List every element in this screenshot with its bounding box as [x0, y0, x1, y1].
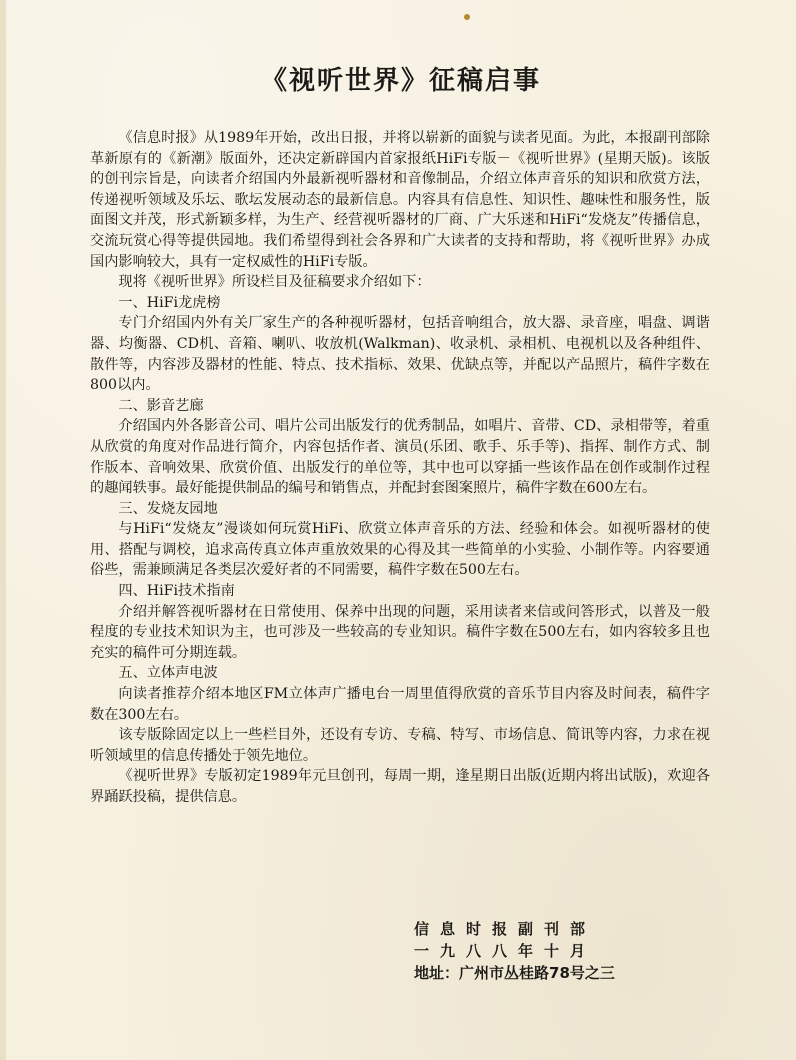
section-body: 与HiFi“发烧友”漫谈如何玩赏HiFi、欣赏立体声音乐的方法、经验和体会。如视听器材的使用、搭配与调校，追求高传真立体声重放效果的心得及其一些简单的小实验、小制作等。内容要通俗些，需兼顾满足各类层次爱好者的不同需要，稿件字数在500左右。: [90, 521, 710, 579]
closing-paragraph: 《视听世界》专版初定1989年元旦创刊，每周一期，逢星期日出版(近期内将出试版)，欢迎各界踊跃投稿，提供信息。: [90, 768, 710, 805]
ink-speck: [464, 14, 470, 20]
closing-paragraph: 该专版除固定以上一些栏目外，还设有专访、专稿、特写、市场信息、简讯等内容，力求在视听领域里的信息传播处于领先地位。: [90, 727, 710, 764]
section-heading: 一、HiFi龙虎榜: [118, 294, 221, 311]
section-body: 介绍国内外各影音公司、唱片公司出版发行的优秀制品，如唱片、音带、CD、录相带等，着重从欣赏的角度对作品进行简介，内容包括作者、演员(乐团、歌手、乐手等)、指挥、制作方式、制作版本、音响效果、欣赏价值、出版发行的单位等，其中也可以穿插一些该作品在创作或制作过程的趣闻轶事。最好能提供制品的编号和销售点，并配封套图案照片，稿件字数在600左右。: [90, 418, 710, 497]
section-body: 向读者推荐介绍本地区FM立体声广播电台一周里值得欣赏的音乐节目内容及时间表，稿件字数在300左右。: [90, 686, 710, 723]
section-heading: 二、影音艺廊: [118, 397, 204, 414]
document-body: [90, 128, 710, 808]
lead-paragraph: 现将《视听世界》所设栏目及征稿要求介绍如下：: [118, 274, 431, 291]
section-heading: 五、立体声电波: [118, 665, 218, 682]
signature-date: 一九八八年十月: [414, 942, 597, 960]
document-title: 《视听世界》征稿启事: [260, 66, 541, 96]
section-body: 介绍并解答视听器材在日常使用、保养中出现的问题，采用读者来信或问答形式，以普及一般程度的专业技术知识为主，也可涉及一些较高的专业知识。稿件字数在500左右，如内容较多且也充实的稿件可分期连载。: [90, 603, 710, 661]
section-body: 专门介绍国内外有关厂家生产的各种视听器材，包括音响组合，放大器、录音座，唱盘、调谐器、均衡器、CD机、音箱、喇叭、收放机(Walkman)、收录机、录相机、电视机以及各种组件、散件等，内容涉及器材的性能、特点、技术指标、效果、优缺点等，并配以产品照片，稿件字数在800以内。: [90, 315, 710, 394]
section-heading: 三、发烧友园地: [118, 500, 218, 517]
section-heading: 四、HiFi技术指南: [118, 583, 235, 600]
intro-paragraph: 《信息时报》从1989年开始，改出日报，并将以崭新的面貌与读者见面。为此，本报副刊部除革新原有的《新潮》版面外，还决定新辟国内首家报纸HiFi专版－《视听世界》(星期天版)。该版的创刊宗旨是，向读者介绍国内外最新视听器材和音像制品，介绍立体声音乐的知识和欣赏方法，传递视听领域及乐坛、歌坛发展动态的最新信息。内容具有信息性、知识性、趣味性和服务性，版面图文并茂，形式新颖多样，为生产、经营视听器材的厂商、广大乐迷和HiFi“发烧友”传播信息，交流玩赏心得等提供园地。我们希望得到社会各界和广大读者的支持和帮助，将《视听世界》办成国内影响较大，具有一定权威性的HiFi专版。: [90, 130, 710, 270]
signature-block: [414, 918, 615, 984]
signature-address: 地址：广州市丛桂路78号之三: [414, 964, 615, 982]
signature-org: 信息时报副刊部: [414, 920, 597, 938]
